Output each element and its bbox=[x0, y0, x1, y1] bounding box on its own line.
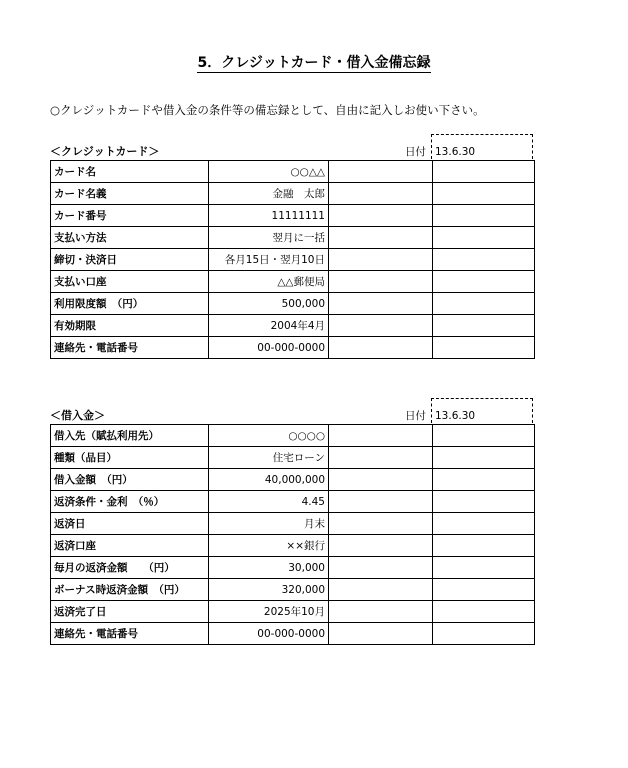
row-value[interactable]: 00-000-0000 bbox=[209, 337, 329, 359]
table-row bbox=[51, 425, 535, 447]
empty-cell[interactable] bbox=[329, 249, 433, 271]
table-row bbox=[51, 183, 535, 205]
row-label: 借入金額 （円） bbox=[51, 469, 209, 491]
loan-date-value: 13.6.30 bbox=[435, 410, 476, 422]
table-row bbox=[51, 205, 535, 227]
row-value[interactable]: 翌月に一括 bbox=[209, 227, 329, 249]
table-row bbox=[51, 513, 535, 535]
empty-cell[interactable] bbox=[433, 469, 535, 491]
table-row bbox=[51, 623, 535, 645]
empty-cell[interactable] bbox=[433, 161, 535, 183]
empty-cell[interactable] bbox=[329, 205, 433, 227]
empty-cell[interactable] bbox=[329, 513, 433, 535]
intro-text: ○クレジットカードや借入金の条件等の備忘録として、自由に記入しお使い下さい。 bbox=[50, 103, 485, 117]
table-row bbox=[51, 557, 535, 579]
table-row bbox=[51, 315, 535, 337]
row-label: カード番号 bbox=[51, 205, 209, 227]
empty-cell[interactable] bbox=[329, 337, 433, 359]
loan-section-label: ＜借入金＞ bbox=[50, 409, 105, 422]
table-row bbox=[51, 271, 535, 293]
loan-section-header bbox=[50, 398, 534, 424]
empty-cell[interactable] bbox=[329, 271, 433, 293]
empty-cell[interactable] bbox=[329, 557, 433, 579]
table-row bbox=[51, 469, 535, 491]
empty-cell[interactable] bbox=[329, 183, 433, 205]
row-value[interactable]: ××銀行 bbox=[209, 535, 329, 557]
row-value[interactable]: 金融 太郎 bbox=[209, 183, 329, 205]
row-label: 締切・決済日 bbox=[51, 249, 209, 271]
row-value[interactable]: 住宅ローン bbox=[209, 447, 329, 469]
row-label: 借入先（賦払利用先） bbox=[51, 425, 209, 447]
empty-cell[interactable] bbox=[433, 271, 535, 293]
empty-cell[interactable] bbox=[329, 535, 433, 557]
loan-date-label: 日付 bbox=[405, 410, 426, 422]
row-value[interactable]: 320,000 bbox=[209, 579, 329, 601]
row-label: カード名義 bbox=[51, 183, 209, 205]
empty-cell[interactable] bbox=[329, 623, 433, 645]
empty-cell[interactable] bbox=[433, 447, 535, 469]
row-value[interactable]: ○○△△ bbox=[209, 161, 329, 183]
empty-cell[interactable] bbox=[433, 315, 535, 337]
row-value[interactable]: 2004年4月 bbox=[209, 315, 329, 337]
credit-card-section-label: ＜クレジットカード＞ bbox=[50, 145, 160, 158]
row-value[interactable]: △△郵便局 bbox=[209, 271, 329, 293]
empty-cell[interactable] bbox=[433, 249, 535, 271]
row-value[interactable]: 11111111 bbox=[209, 205, 329, 227]
table-row bbox=[51, 601, 535, 623]
loan-table bbox=[50, 424, 535, 645]
row-value[interactable]: 00-000-0000 bbox=[209, 623, 329, 645]
row-label: 連絡先・電話番号 bbox=[51, 623, 209, 645]
empty-cell[interactable] bbox=[433, 623, 535, 645]
row-value[interactable]: ○○○○ bbox=[209, 425, 329, 447]
empty-cell[interactable] bbox=[433, 557, 535, 579]
row-label: ボーナス時返済金額 （円） bbox=[51, 579, 209, 601]
row-value[interactable]: 4.45 bbox=[209, 491, 329, 513]
table-row bbox=[51, 579, 535, 601]
row-label: 返済条件・金利 （％） bbox=[51, 491, 209, 513]
empty-cell[interactable] bbox=[329, 601, 433, 623]
empty-cell[interactable] bbox=[433, 293, 535, 315]
empty-cell[interactable] bbox=[433, 205, 535, 227]
empty-cell[interactable] bbox=[329, 447, 433, 469]
empty-cell[interactable] bbox=[329, 315, 433, 337]
row-label: 支払い口座 bbox=[51, 271, 209, 293]
empty-cell[interactable] bbox=[329, 293, 433, 315]
empty-cell[interactable] bbox=[329, 425, 433, 447]
row-label: カード名 bbox=[51, 161, 209, 183]
empty-cell[interactable] bbox=[329, 579, 433, 601]
row-label: 連絡先・電話番号 bbox=[51, 337, 209, 359]
table-row bbox=[51, 447, 535, 469]
table-row bbox=[51, 249, 535, 271]
table-row bbox=[51, 337, 535, 359]
empty-cell[interactable] bbox=[329, 469, 433, 491]
row-value[interactable]: 500,000 bbox=[209, 293, 329, 315]
credit-card-section-header bbox=[50, 134, 534, 160]
empty-cell[interactable] bbox=[433, 227, 535, 249]
table-row bbox=[51, 491, 535, 513]
row-value[interactable]: 40,000,000 bbox=[209, 469, 329, 491]
empty-cell[interactable] bbox=[433, 183, 535, 205]
row-value[interactable]: 各月15日・翌月10日 bbox=[209, 249, 329, 271]
table-row bbox=[51, 161, 535, 183]
empty-cell[interactable] bbox=[433, 579, 535, 601]
row-value[interactable]: 月末 bbox=[209, 513, 329, 535]
table-row bbox=[51, 535, 535, 557]
row-label: 種類（品目） bbox=[51, 447, 209, 469]
empty-cell[interactable] bbox=[329, 161, 433, 183]
credit-date-label: 日付 bbox=[405, 146, 426, 158]
table-row bbox=[51, 227, 535, 249]
row-value[interactable]: 30,000 bbox=[209, 557, 329, 579]
row-label: 利用限度額 （円） bbox=[51, 293, 209, 315]
row-label: 有効期限 bbox=[51, 315, 209, 337]
page-title: 5．クレジットカード・借入金備忘録 bbox=[197, 55, 431, 71]
empty-cell[interactable] bbox=[433, 491, 535, 513]
credit-date-value: 13.6.30 bbox=[435, 146, 476, 158]
row-value[interactable]: 2025年10月 bbox=[209, 601, 329, 623]
credit-date-box bbox=[431, 134, 533, 159]
row-label: 返済日 bbox=[51, 513, 209, 535]
empty-cell[interactable] bbox=[433, 337, 535, 359]
row-label: 返済口座 bbox=[51, 535, 209, 557]
empty-cell[interactable] bbox=[433, 601, 535, 623]
loan-date-box bbox=[431, 398, 533, 423]
table-row bbox=[51, 293, 535, 315]
credit-card-table bbox=[50, 160, 535, 359]
empty-cell[interactable] bbox=[433, 535, 535, 557]
row-label: 支払い方法 bbox=[51, 227, 209, 249]
empty-cell[interactable] bbox=[329, 227, 433, 249]
row-label: 返済完了日 bbox=[51, 601, 209, 623]
row-label: 毎月の返済金額 （円） bbox=[51, 557, 209, 579]
empty-cell[interactable] bbox=[433, 513, 535, 535]
empty-cell[interactable] bbox=[329, 491, 433, 513]
empty-cell[interactable] bbox=[433, 425, 535, 447]
